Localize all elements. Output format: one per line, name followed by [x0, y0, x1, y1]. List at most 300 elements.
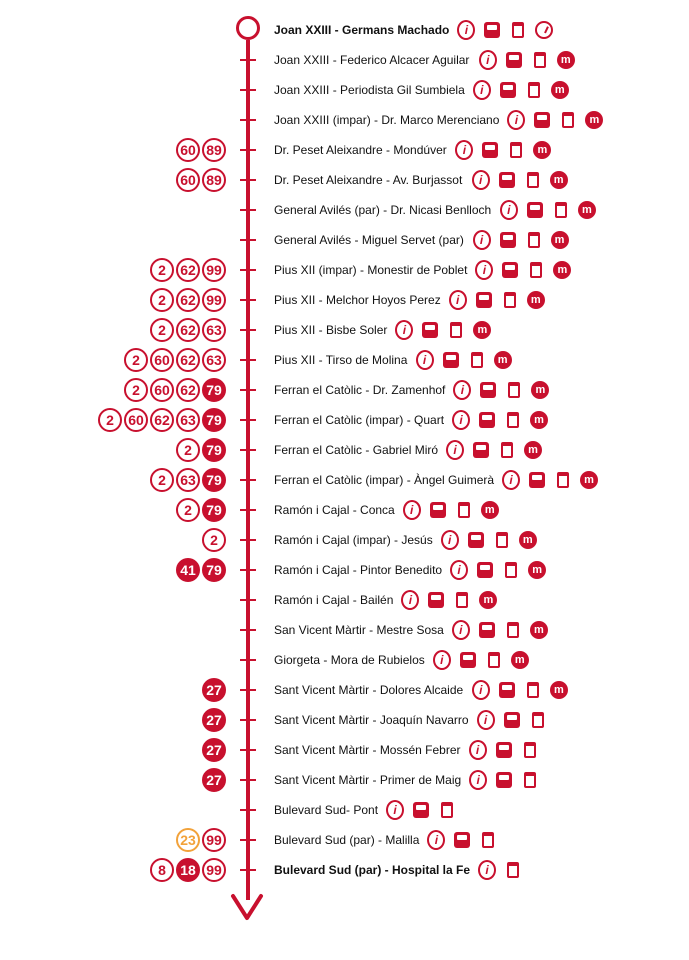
stop-tick — [240, 629, 256, 631]
stop-name: Sant Vicent Màrtir - Mossén Febrer — [274, 743, 461, 757]
bus-icon[interactable] — [528, 471, 546, 489]
bus-icon-glyph — [534, 112, 550, 128]
info-icon[interactable] — [416, 351, 434, 369]
bin-icon[interactable] — [529, 711, 547, 729]
metro-icon-glyph: m — [479, 591, 497, 609]
line-badge[interactable]: 27 — [202, 678, 226, 702]
stop-row[interactable] — [0, 735, 689, 765]
stop-icons — [472, 171, 568, 189]
stop-row[interactable] — [0, 375, 689, 405]
bin-icon-glyph — [534, 52, 546, 68]
bus-icon[interactable] — [412, 801, 430, 819]
line-badge[interactable]: 2 — [124, 378, 148, 402]
stop-icons — [473, 81, 569, 99]
bus-icon[interactable] — [459, 651, 477, 669]
stop-name: Joan XXIII (impar) - Dr. Marco Merenciano — [274, 113, 500, 127]
stop-name: Sant Vicent Màrtir - Joaquín Navarro — [274, 713, 469, 727]
stop-icons — [433, 651, 529, 669]
bin-icon[interactable] — [504, 621, 522, 639]
info-icon[interactable] — [500, 201, 518, 219]
stop-tick — [240, 719, 256, 721]
bin-icon[interactable] — [507, 141, 525, 159]
line-badge[interactable]: 99 — [202, 828, 226, 852]
bus-icon[interactable] — [495, 741, 513, 759]
bin-icon[interactable] — [525, 231, 543, 249]
line-badge[interactable]: 62 — [150, 408, 174, 432]
line-badge[interactable]: 8 — [150, 858, 174, 882]
bin-icon[interactable] — [502, 561, 520, 579]
bus-icon-glyph — [454, 832, 470, 848]
metro-icon-glyph: m — [528, 561, 546, 579]
connection-badges — [176, 138, 226, 162]
bus-icon[interactable] — [421, 321, 439, 339]
stop-tick — [240, 569, 256, 571]
line-badge[interactable]: 41 — [176, 558, 200, 582]
bus-icon-glyph — [413, 802, 429, 818]
metro-icon[interactable] — [527, 291, 545, 309]
line-badge[interactable]: 2 — [150, 318, 174, 342]
bus-icon-glyph — [500, 82, 516, 98]
stop-tick — [240, 419, 256, 421]
bus-icon-glyph — [499, 682, 515, 698]
bin-icon[interactable] — [524, 681, 542, 699]
metro-icon[interactable] — [528, 561, 546, 579]
line-badge[interactable]: 99 — [202, 258, 226, 282]
line-badge[interactable]: 60 — [176, 138, 200, 162]
bus-icon[interactable] — [475, 291, 493, 309]
info-icon[interactable] — [502, 471, 520, 489]
metro-icon-glyph: m — [494, 351, 512, 369]
stop-row[interactable] — [0, 765, 689, 795]
bin-icon-glyph — [557, 472, 569, 488]
bin-icon[interactable] — [498, 441, 516, 459]
info-icon[interactable] — [386, 801, 404, 819]
info-icon[interactable] — [395, 321, 413, 339]
bin-icon[interactable] — [521, 741, 539, 759]
bin-icon[interactable] — [438, 801, 456, 819]
stop-row[interactable] — [0, 855, 689, 885]
bus-icon[interactable] — [498, 171, 516, 189]
line-badge[interactable]: 89 — [202, 168, 226, 192]
bin-icon-glyph — [458, 502, 470, 518]
metro-icon[interactable] — [494, 351, 512, 369]
stop-row[interactable] — [0, 645, 689, 675]
bus-icon[interactable] — [429, 501, 447, 519]
bus-icon-glyph — [479, 412, 495, 428]
bus-icon-glyph — [430, 502, 446, 518]
metro-icon-glyph: m — [524, 441, 542, 459]
stop-row[interactable] — [0, 135, 689, 165]
info-icon-glyph: i — [433, 650, 451, 670]
stop-name: Ramón i Cajal (impar) - Jesús — [274, 533, 433, 547]
line-badge[interactable]: 2 — [150, 468, 174, 492]
stop-row[interactable] — [0, 45, 689, 75]
stop-name: Joan XXIII - Federico Alcacer Aguilar — [274, 53, 470, 67]
bus-icon[interactable] — [453, 831, 471, 849]
metro-icon[interactable] — [551, 81, 569, 99]
bus-icon-glyph — [443, 352, 459, 368]
metro-icon[interactable] — [473, 321, 491, 339]
connection-badges — [150, 288, 226, 312]
line-badge[interactable]: 60 — [124, 408, 148, 432]
bus-icon[interactable] — [442, 351, 460, 369]
metro-icon[interactable] — [531, 381, 549, 399]
bin-icon[interactable] — [479, 831, 497, 849]
metro-icon-glyph: m — [511, 651, 529, 669]
bin-icon[interactable] — [559, 111, 577, 129]
stop-icons — [449, 291, 545, 309]
bus-icon[interactable] — [467, 531, 485, 549]
line-badge[interactable]: 79 — [202, 378, 226, 402]
info-icon-glyph: i — [479, 50, 497, 70]
stop-name: Pius XII (impar) - Monestir de Poblet — [274, 263, 468, 277]
bin-icon-glyph — [524, 772, 536, 788]
info-icon[interactable] — [469, 741, 487, 759]
bin-icon[interactable] — [501, 291, 519, 309]
bin-icon-glyph — [504, 292, 516, 308]
line-badge[interactable]: 89 — [202, 138, 226, 162]
line-badge[interactable]: 79 — [202, 558, 226, 582]
info-icon[interactable] — [427, 831, 445, 849]
line-badge[interactable]: 60 — [150, 348, 174, 372]
bin-icon[interactable] — [453, 591, 471, 609]
info-icon-glyph: i — [507, 110, 525, 130]
bin-icon[interactable] — [455, 501, 473, 519]
bin-icon[interactable] — [531, 51, 549, 69]
metro-icon[interactable] — [481, 501, 499, 519]
line-badge[interactable]: 62 — [176, 318, 200, 342]
stop-row[interactable] — [0, 105, 689, 135]
stop-icons — [455, 141, 551, 159]
info-icon[interactable] — [472, 681, 490, 699]
info-icon[interactable] — [401, 591, 419, 609]
bus-icon-glyph — [529, 472, 545, 488]
bin-icon-glyph — [527, 172, 539, 188]
stop-icons — [500, 201, 596, 219]
info-icon-glyph: i — [475, 260, 493, 280]
info-icon[interactable] — [478, 861, 496, 879]
metro-icon-glyph: m — [580, 471, 598, 489]
stop-row[interactable] — [0, 705, 689, 735]
stop-tick — [240, 479, 256, 481]
stop-tick — [240, 149, 256, 151]
bin-icon-glyph — [527, 682, 539, 698]
stop-icons — [403, 501, 499, 519]
bin-icon[interactable] — [527, 261, 545, 279]
line-badge[interactable]: 2 — [176, 438, 200, 462]
stop-icons — [395, 321, 491, 339]
line-badge[interactable]: 27 — [202, 768, 226, 792]
metro-icon[interactable] — [580, 471, 598, 489]
info-icon[interactable] — [453, 381, 471, 399]
line-badge[interactable]: 79 — [202, 468, 226, 492]
bin-icon[interactable] — [524, 171, 542, 189]
stop-name: General Avilés (par) - Dr. Nicasi Benlloch — [274, 203, 492, 217]
bus-icon[interactable] — [476, 561, 494, 579]
bus-icon[interactable] — [505, 51, 523, 69]
stop-row[interactable] — [0, 675, 689, 705]
bus-icon[interactable] — [479, 381, 497, 399]
stop-row[interactable] — [0, 315, 689, 345]
stop-row[interactable] — [0, 465, 689, 495]
line-badge[interactable]: 23 — [176, 828, 200, 852]
line-badge[interactable]: 60 — [176, 168, 200, 192]
stop-name: Pius XII - Tirso de Molina — [274, 353, 408, 367]
line-badge[interactable]: 27 — [202, 738, 226, 762]
clock-icon[interactable] — [535, 21, 553, 39]
metro-icon[interactable] — [550, 681, 568, 699]
bus-icon-glyph — [480, 382, 496, 398]
clock-icon-glyph — [535, 21, 553, 39]
stop-name: Ramón i Cajal - Conca — [274, 503, 395, 517]
connection-badges — [202, 708, 226, 732]
stop-name: Pius XII - Bisbe Soler — [274, 323, 388, 337]
info-icon[interactable] — [479, 51, 497, 69]
info-icon-glyph: i — [469, 770, 487, 790]
bin-icon[interactable] — [552, 201, 570, 219]
info-icon-glyph: i — [478, 860, 496, 880]
bin-icon-glyph — [528, 82, 540, 98]
info-icon-glyph: i — [472, 680, 490, 700]
stop-icons — [469, 741, 539, 759]
stop-tick — [240, 449, 256, 451]
info-icon[interactable] — [469, 771, 487, 789]
stop-icons — [472, 681, 568, 699]
line-badge[interactable]: 63 — [176, 408, 200, 432]
stop-tick — [240, 389, 256, 391]
metro-icon[interactable] — [550, 171, 568, 189]
stop-row[interactable] — [0, 555, 689, 585]
info-icon-glyph: i — [452, 410, 470, 430]
bus-icon[interactable] — [427, 591, 445, 609]
line-badge[interactable]: 63 — [176, 468, 200, 492]
info-icon[interactable] — [452, 621, 470, 639]
connection-badges — [176, 498, 226, 522]
bus-icon[interactable] — [533, 111, 551, 129]
connection-badges — [176, 828, 226, 852]
stop-row[interactable] — [0, 75, 689, 105]
line-badge[interactable]: 2 — [202, 528, 226, 552]
bin-icon-glyph — [524, 742, 536, 758]
stop-row[interactable] — [0, 255, 689, 285]
info-icon-glyph: i — [502, 470, 520, 490]
connection-badges — [124, 378, 226, 402]
connection-badges — [176, 558, 226, 582]
line-badge[interactable]: 63 — [202, 348, 226, 372]
info-icon[interactable] — [450, 561, 468, 579]
stop-icons — [477, 711, 547, 729]
bus-icon-glyph — [473, 442, 489, 458]
line-badge[interactable]: 2 — [98, 408, 122, 432]
line-badge[interactable]: 62 — [176, 258, 200, 282]
info-icon-glyph: i — [457, 20, 475, 40]
line-badge[interactable]: 60 — [150, 378, 174, 402]
info-icon[interactable] — [452, 411, 470, 429]
bus-icon[interactable] — [472, 441, 490, 459]
bus-icon[interactable] — [526, 201, 544, 219]
info-icon[interactable] — [457, 21, 475, 39]
stop-row[interactable] — [0, 345, 689, 375]
metro-icon[interactable] — [551, 231, 569, 249]
stop-tick — [240, 839, 256, 841]
connection-badges — [150, 258, 226, 282]
bin-icon[interactable] — [485, 651, 503, 669]
stop-row[interactable] — [0, 435, 689, 465]
bin-icon[interactable] — [509, 21, 527, 39]
metro-icon[interactable] — [511, 651, 529, 669]
bus-icon-glyph — [477, 562, 493, 578]
info-icon[interactable] — [473, 81, 491, 99]
bin-icon-glyph — [562, 112, 574, 128]
bus-icon[interactable] — [499, 231, 517, 249]
metro-icon[interactable] — [524, 441, 542, 459]
metro-icon-glyph: m — [531, 381, 549, 399]
stop-row[interactable] — [0, 165, 689, 195]
line-badge[interactable]: 27 — [202, 708, 226, 732]
bin-icon-glyph — [532, 712, 544, 728]
stop-icons — [452, 621, 548, 639]
bin-icon[interactable] — [525, 81, 543, 99]
line-badge[interactable]: 63 — [202, 318, 226, 342]
line-badge[interactable]: 2 — [124, 348, 148, 372]
bus-icon[interactable] — [495, 771, 513, 789]
line-badge[interactable]: 62 — [176, 378, 200, 402]
connection-badges — [202, 738, 226, 762]
stop-row[interactable] — [0, 615, 689, 645]
info-icon[interactable] — [433, 651, 451, 669]
metro-icon-glyph: m — [557, 51, 575, 69]
line-badge[interactable]: 18 — [176, 858, 200, 882]
metro-icon[interactable] — [557, 51, 575, 69]
stop-tick — [240, 659, 256, 661]
stop-row[interactable] — [0, 795, 689, 825]
info-icon[interactable] — [477, 711, 495, 729]
bin-icon[interactable] — [505, 381, 523, 399]
bin-icon-glyph — [507, 622, 519, 638]
metro-icon[interactable] — [530, 621, 548, 639]
line-badge[interactable]: 99 — [202, 858, 226, 882]
bus-icon-glyph — [506, 52, 522, 68]
stop-tick — [240, 539, 256, 541]
bus-icon[interactable] — [498, 681, 516, 699]
bin-icon-glyph — [482, 832, 494, 848]
info-icon-glyph: i — [441, 530, 459, 550]
bus-icon-glyph — [479, 622, 495, 638]
line-badge[interactable]: 2 — [176, 498, 200, 522]
stop-row[interactable] — [0, 195, 689, 225]
stop-name: Ramón i Cajal - Pintor Benedito — [274, 563, 443, 577]
info-icon[interactable] — [455, 141, 473, 159]
route-end-arrow — [230, 890, 264, 924]
stop-name: Joan XXIII - Periodista Gil Sumbiela — [274, 83, 465, 97]
bus-icon[interactable] — [478, 411, 496, 429]
bin-icon[interactable] — [447, 321, 465, 339]
metro-icon[interactable] — [578, 201, 596, 219]
bus-icon-glyph — [482, 142, 498, 158]
stop-row[interactable] — [0, 825, 689, 855]
stop-tick — [240, 359, 256, 361]
info-icon[interactable] — [446, 441, 464, 459]
bus-icon-glyph — [428, 592, 444, 608]
bus-icon[interactable] — [483, 21, 501, 39]
stop-icons — [446, 441, 542, 459]
line-badge[interactable]: 79 — [202, 408, 226, 432]
bus-icon[interactable] — [481, 141, 499, 159]
line-badge[interactable]: 2 — [150, 258, 174, 282]
metro-icon[interactable] — [519, 531, 537, 549]
info-icon[interactable] — [473, 231, 491, 249]
bus-icon[interactable] — [503, 711, 521, 729]
stop-name: Bulevard Sud (par) - Malilla — [274, 833, 420, 847]
metro-icon-glyph: m — [519, 531, 537, 549]
info-icon-glyph: i — [473, 80, 491, 100]
bin-icon-glyph — [508, 382, 520, 398]
bin-icon[interactable] — [504, 411, 522, 429]
info-icon-glyph: i — [395, 320, 413, 340]
bus-icon-glyph — [422, 322, 438, 338]
line-badge[interactable]: 2 — [150, 288, 174, 312]
bin-icon[interactable] — [493, 531, 511, 549]
metro-icon[interactable] — [533, 141, 551, 159]
metro-icon[interactable] — [530, 411, 548, 429]
info-icon-glyph: i — [469, 740, 487, 760]
info-icon[interactable] — [441, 531, 459, 549]
stop-row[interactable] — [0, 525, 689, 555]
info-icon[interactable] — [475, 261, 493, 279]
stop-icons — [475, 261, 571, 279]
bin-icon[interactable] — [504, 861, 522, 879]
connection-badges — [150, 858, 226, 882]
stop-tick — [240, 119, 256, 121]
bin-icon[interactable] — [554, 471, 572, 489]
bus-icon[interactable] — [501, 261, 519, 279]
bin-icon[interactable] — [468, 351, 486, 369]
stop-row[interactable] — [0, 585, 689, 615]
info-icon[interactable] — [449, 291, 467, 309]
stop-row[interactable] — [0, 15, 689, 45]
info-icon-glyph: i — [403, 500, 421, 520]
stop-row[interactable] — [0, 495, 689, 525]
info-icon[interactable] — [403, 501, 421, 519]
line-badge[interactable]: 62 — [176, 348, 200, 372]
bus-icon[interactable] — [499, 81, 517, 99]
line-badge[interactable]: 79 — [202, 438, 226, 462]
info-icon[interactable] — [507, 111, 525, 129]
stop-tick — [240, 239, 256, 241]
bin-icon[interactable] — [521, 771, 539, 789]
line-badge[interactable]: 99 — [202, 288, 226, 312]
stop-tick — [240, 509, 256, 511]
metro-icon[interactable] — [553, 261, 571, 279]
stop-icons — [507, 111, 603, 129]
stop-icons — [457, 21, 553, 39]
stop-row[interactable] — [0, 405, 689, 435]
stop-row[interactable] — [0, 285, 689, 315]
info-icon-glyph: i — [446, 440, 464, 460]
stop-tick — [240, 599, 256, 601]
stop-name: Bulevard Sud- Pont — [274, 803, 379, 817]
info-icon-glyph: i — [449, 290, 467, 310]
bus-icon-glyph — [496, 742, 512, 758]
bus-icon[interactable] — [478, 621, 496, 639]
line-badge[interactable]: 79 — [202, 498, 226, 522]
stop-name: Dr. Peset Aleixandre - Av. Burjassot — [274, 173, 463, 187]
metro-icon[interactable] — [479, 591, 497, 609]
info-icon[interactable] — [472, 171, 490, 189]
line-badge[interactable]: 62 — [176, 288, 200, 312]
metro-icon[interactable] — [585, 111, 603, 129]
stop-row[interactable] — [0, 225, 689, 255]
